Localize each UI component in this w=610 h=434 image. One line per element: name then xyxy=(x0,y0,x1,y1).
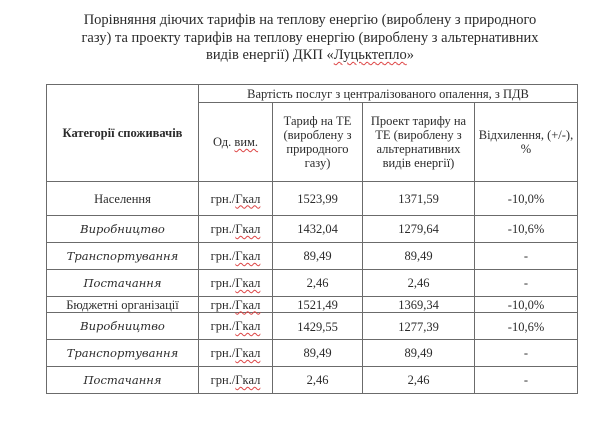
table-row xyxy=(47,270,578,297)
row-tariff: 89,49 xyxy=(273,243,363,270)
header-project: Проект тарифу на ТЕ (вироблену з альтернативних видів енергії) xyxy=(363,103,475,182)
row-category: Постачання xyxy=(47,367,199,394)
unit-prefix: грн./ xyxy=(210,249,236,263)
unit-prefix: грн./ xyxy=(210,191,236,206)
unit-prefix: грн./ xyxy=(210,319,236,333)
row-category: Бюджетні організації xyxy=(47,297,199,313)
row-category: Транспортування xyxy=(47,243,199,270)
title-line-3 xyxy=(40,47,580,65)
header-unit-prefix: Од. xyxy=(212,135,235,149)
company-name: Луцьктепло xyxy=(333,47,407,63)
header-category: Категорії споживачів xyxy=(47,85,199,182)
row-project: 1277,39 xyxy=(363,313,475,340)
row-tariff: 1523,99 xyxy=(273,182,363,216)
row-unit xyxy=(199,216,273,243)
header-deviation: Відхилення, (+/-), % xyxy=(475,103,578,182)
row-tariff: 1432,04 xyxy=(273,216,363,243)
row-tariff: 1521,49 xyxy=(273,297,363,313)
unit-prefix: грн./ xyxy=(210,346,236,360)
unit-suffix: Гкал xyxy=(235,191,261,206)
table-row xyxy=(47,182,578,216)
row-deviation: - xyxy=(475,367,578,394)
title-line-3-prefix: видів енергії) ДКП « xyxy=(206,47,334,63)
row-unit xyxy=(199,340,273,367)
row-deviation: -10,6% xyxy=(475,216,578,243)
row-unit xyxy=(199,313,273,340)
row-deviation: - xyxy=(475,243,578,270)
unit-suffix: Гкал xyxy=(235,319,261,333)
row-project: 89,49 xyxy=(363,243,475,270)
row-project: 2,46 xyxy=(363,367,475,394)
document-title xyxy=(40,12,580,65)
table-row xyxy=(47,243,578,270)
row-category: Виробництво xyxy=(47,216,199,243)
row-tariff: 2,46 xyxy=(273,367,363,394)
unit-prefix: грн./ xyxy=(210,222,236,236)
table-row xyxy=(47,313,578,340)
row-unit xyxy=(199,270,273,297)
row-deviation: -10,6% xyxy=(475,313,578,340)
row-project: 1371,59 xyxy=(363,182,475,216)
row-project: 1369,34 xyxy=(363,297,475,313)
title-line-2: газу) та проекту тарифів на теплову енергію (вироблену з альтернативних xyxy=(81,29,539,46)
row-project: 2,46 xyxy=(363,270,475,297)
header-unit-suffix: вим. xyxy=(234,135,259,149)
row-project: 89,49 xyxy=(363,340,475,367)
header-tariff: Тариф на ТЕ (вироблену з природного газу) xyxy=(273,103,363,182)
unit-suffix: Гкал xyxy=(235,249,261,263)
header-group: Вартість послуг з централізованого опалення, з ПДВ xyxy=(199,85,578,103)
row-category: Населення xyxy=(47,182,199,216)
row-tariff: 1429,55 xyxy=(273,313,363,340)
unit-suffix: Гкал xyxy=(235,297,261,312)
unit-prefix: грн./ xyxy=(210,297,236,312)
table-row xyxy=(47,297,578,313)
row-deviation: -10,0% xyxy=(475,297,578,313)
unit-suffix: Гкал xyxy=(235,276,261,290)
row-deviation: - xyxy=(475,340,578,367)
unit-suffix: Гкал xyxy=(235,373,261,387)
row-project: 1279,64 xyxy=(363,216,475,243)
row-category: Виробництво xyxy=(47,313,199,340)
header-row-1 xyxy=(47,85,578,103)
row-category: Транспортування xyxy=(47,340,199,367)
row-tariff: 2,46 xyxy=(273,270,363,297)
header-unit xyxy=(199,103,273,182)
row-unit xyxy=(199,297,273,313)
tariff-comparison-table xyxy=(46,84,578,394)
row-category: Постачання xyxy=(47,270,199,297)
unit-prefix: грн./ xyxy=(210,373,236,387)
row-tariff: 89,49 xyxy=(273,340,363,367)
title-line-3-suffix: » xyxy=(406,47,414,63)
row-unit xyxy=(199,243,273,270)
row-deviation: - xyxy=(475,270,578,297)
unit-suffix: Гкал xyxy=(235,222,261,236)
row-unit xyxy=(199,182,273,216)
row-deviation: -10,0% xyxy=(475,182,578,216)
unit-suffix: Гкал xyxy=(235,346,261,360)
table-row xyxy=(47,340,578,367)
table-row xyxy=(47,367,578,394)
table-row xyxy=(47,216,578,243)
row-unit xyxy=(199,367,273,394)
unit-prefix: грн./ xyxy=(210,276,236,290)
title-line-1: Порівняння діючих тарифів на теплову енергію (вироблену з природного xyxy=(83,12,537,28)
